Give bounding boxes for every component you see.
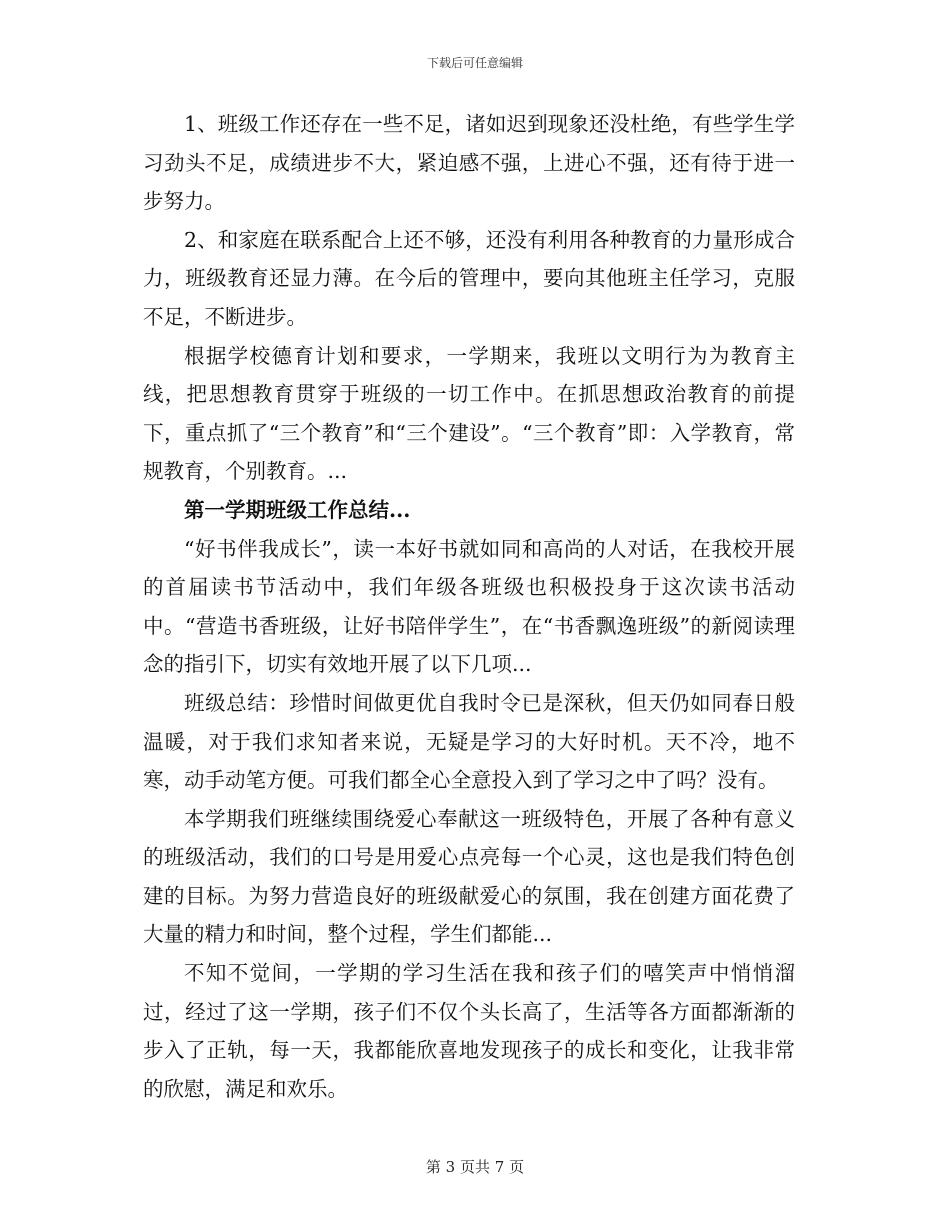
- paragraph-7: 不知不觉间，一学期的学习生活在我和孩子们的嘻笑声中悄悄溜过，经过了这一学期，孩子们不仅个头长高了，生活等各方面都渐渐的步入了正轨，每一天，我都能欣喜地发现孩子的成长和变化，让我非常的欣慰，满足和欢乐。: [143, 961, 795, 1101]
- paragraph-1: 1、班级工作还存在一些不足，诸如迟到现象还没杜绝，有些学生学习劲头不足，成绩进步不大，紧迫感不强，上进心不强，还有待于进一步努力。: [143, 112, 795, 214]
- section-heading: 第一学期班级工作总结...: [184, 497, 411, 522]
- paragraph-3: 根据学校德育计划和要求，一学期来，我班以文明行为为教育主线，把思想教育贯穿于班级的一切工作中。在抓思想政治教育的前提下，重点抓了“三个教育”和“三个建设”。“三个教育”即：入学教育，常规教育，个别教育。...: [143, 343, 795, 484]
- paragraph-5: 班级总结：珍惜时间做更优自我时令已是深秋，但天仍如同春日般温暖，对于我们求知者来说，无疑是学习的大好时机。天不冷，地不寒，动手动笔方便。可我们都全心全意投入到了学习之中了吗？没有。: [143, 690, 795, 793]
- document-body: [143, 105, 795, 1108]
- paragraph-6: 本学期我们班继续围绕爱心奉献这一班级特色，开展了各种有意义的班级活动，我们的口号是用爱心点亮每一个心灵，这也是我们特色创建的目标。为努力营造良好的班级献爱心的氛围，我在创建方面花费了大量的精力和时间，整个过程，学生们都能...: [143, 806, 795, 947]
- page-header: 下载后可任意编辑: [426, 56, 523, 70]
- paragraph-2: 2、和家庭在联系配合上还不够，还没有利用各种教育的力量形成合力，班级教育还显力薄。在今后的管理中，要向其他班主任学习，克服不足，不断进步。: [143, 227, 795, 329]
- paragraph-4: “好书伴我成长”，读一本好书就如同和高尚的人对话，在我校开展的首届读书节活动中，我们年级各班级也积极投身于这次读书活动中。“营造书香班级，让好书陪伴学生”，在“书香飘逸班级”的新阅读理念的指引下，切实有效地开展了以下几项...: [143, 536, 795, 677]
- page-footer: 第 3 页共 7 页: [425, 1158, 525, 1176]
